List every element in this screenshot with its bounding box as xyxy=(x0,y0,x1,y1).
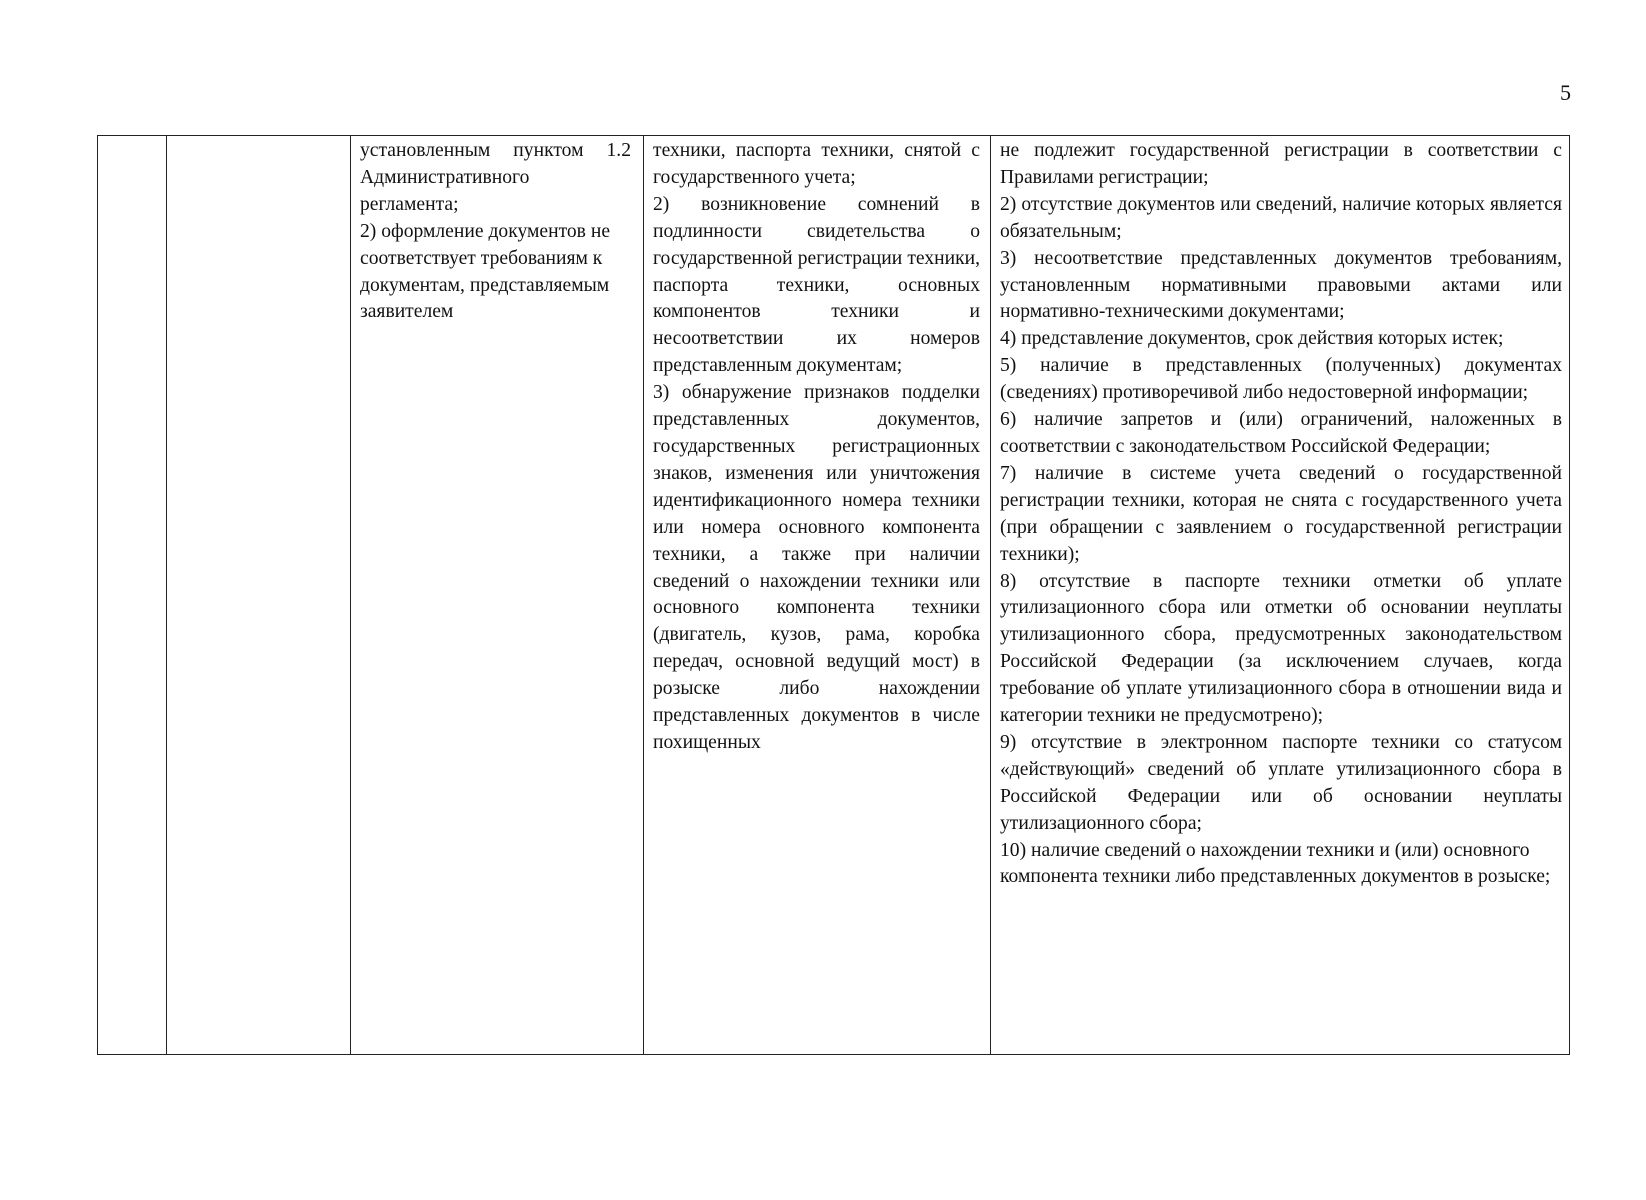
column-divider xyxy=(350,136,351,1054)
column-divider xyxy=(990,136,991,1054)
paragraph: 8) отсутствие в паспорте техники отметки об уплате утилизационного сбора или отметки об основании неуплаты утилизационного сбора, предусмотренных законодательством Российской Федерации (за исключением случаев, когда требование об уплате утилизационного сбора в отношении вида и категории техники не предусмотрено); xyxy=(1000,570,1562,727)
suspension-grounds-cell xyxy=(653,138,980,757)
paragraph: 2) оформление документов не соответствует требованиям к документам, представляемым заявителем xyxy=(360,220,611,323)
paragraph: установленным пунктом 1.2 Административного регламента; xyxy=(360,140,631,215)
refusal-grounds-cell xyxy=(1000,138,1562,891)
paragraph: 10) наличие сведений о нахождении техники и (или) основного компонента техники либо представленных документов в розыске; xyxy=(1000,839,1551,888)
paragraph: не подлежит государственной регистрации в соответствии с Правилами регистрации; xyxy=(1000,140,1562,188)
paragraph: 4) представление документов, срок действия которых истек; xyxy=(1000,328,1504,350)
paragraph: 7) наличие в системе учета сведений о государственной регистрации техники, которая не снята с государственного учета (при обращении с заявлением о государственной регистрации техники); xyxy=(1000,462,1562,565)
page-number: 5 xyxy=(1560,80,1571,105)
paragraph: 3) несоответствие представленных документов требованиям, установленным нормативными правовыми актами или нормативно-техническими документами; xyxy=(1000,247,1562,323)
grounds-column-cell xyxy=(360,138,631,326)
paragraph: 5) наличие в представленных (полученных) документах (сведениях) противоречивой либо недостоверной информации; xyxy=(1000,355,1562,404)
paragraph: 2) возникновение сомнений в подлинности свидетельства о государственной регистрации техники, паспорта техники, основных компонентов техники и несоответствии их номеров представленным документам; xyxy=(653,193,980,377)
requirements-table xyxy=(97,135,1570,1055)
paragraph: 9) отсутствие в электронном паспорте техники со статусом «действующий» сведений об уплате утилизационного сбора в Российской Федерации или об основании неуплаты утилизационного сбора; xyxy=(1000,731,1562,834)
paragraph: техники, паспорта техники, снятой с государственного учета; xyxy=(653,140,980,188)
column-divider xyxy=(643,136,644,1054)
paragraph: 3) обнаружение признаков подделки представленных документов, государственных регистрационных знаков, изменения или уничтожения идентификационного номера техники или номера основного компонента техники, а также при наличии сведений о нахождении техники или основного компонента техники (двигатель, кузов, рама, коробка передач, основной ведущий мост) в розыске либо нахождении представленных документов в числе похищенных xyxy=(653,382,980,753)
paragraph: 6) наличие запретов и (или) ограничений, наложенных в соответствии с законодательством Российской Федерации; xyxy=(1000,409,1562,457)
column-divider xyxy=(166,136,167,1054)
paragraph: 2) отсутствие документов или сведений, наличие которых является обязательным; xyxy=(1000,193,1562,242)
